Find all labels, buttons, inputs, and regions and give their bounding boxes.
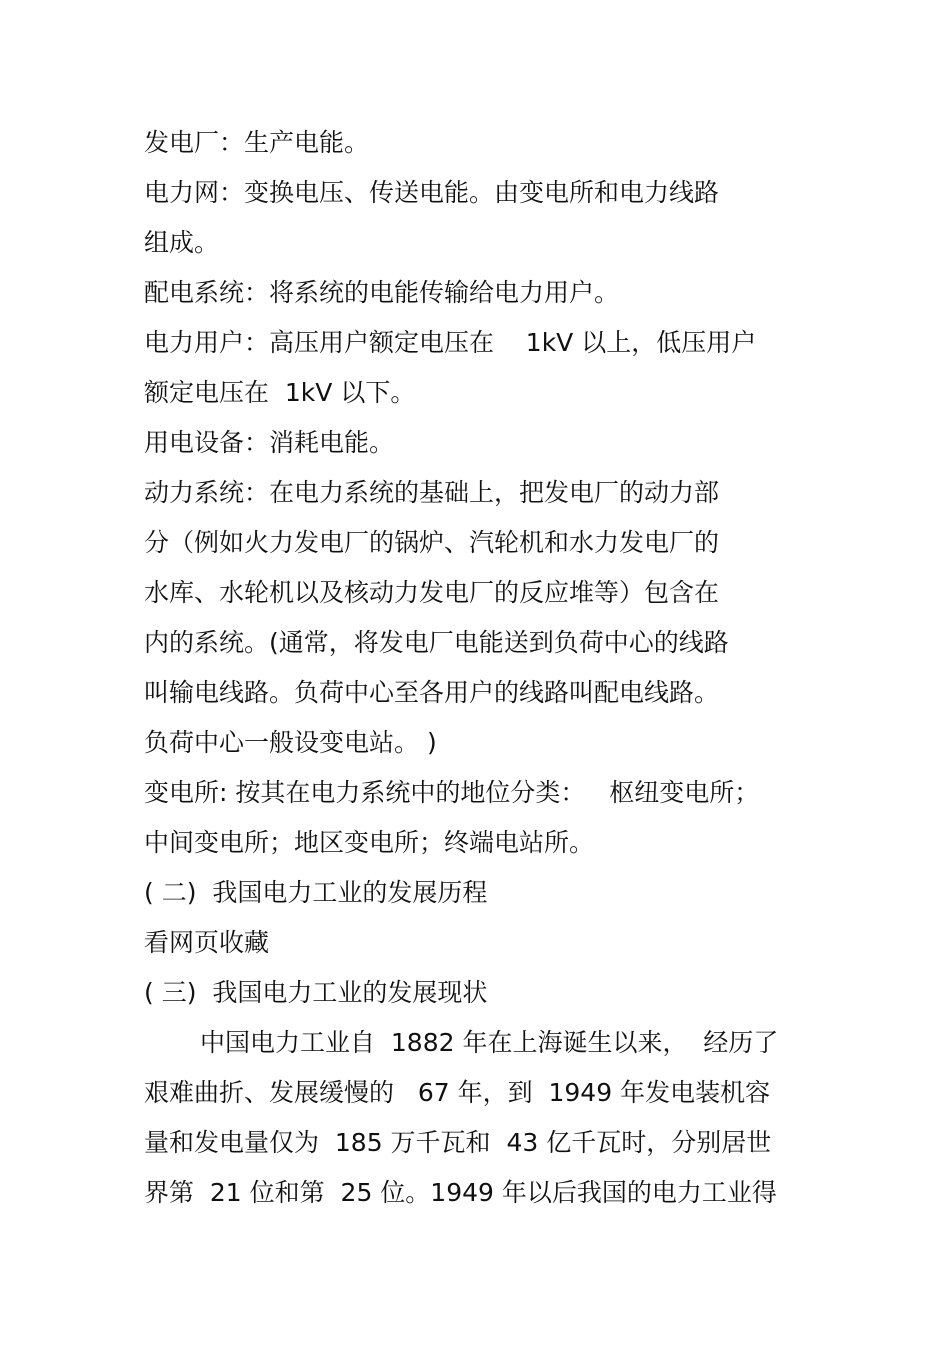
text-line-power-grid: 电力网：变换电压、传送电能。由变电所和电力线路 (144, 178, 720, 207)
text-line-power-users: 电力用户：高压用户额定电压在 1kV 以上，低压用户 (144, 328, 757, 357)
text-line-power-grid-cont: 组成。 (144, 228, 220, 257)
text-line-substation-cont: 中间变电所；地区变电所；终端电站所。 (144, 828, 595, 857)
text-line-distribution-system: 配电系统：将系统的电能传输给电力用户。 (144, 278, 620, 307)
section-heading-history: ( 二) 我国电力工业的发展历程 (144, 878, 488, 907)
text-line-see-bookmark: 看网页收藏 (144, 928, 270, 957)
text-line-power-plant: 发电厂：生产电能。 (144, 128, 370, 157)
paragraph-line-2: 艰难曲折、发展缓慢的 67 年，到 1949 年发电装机容 (144, 1078, 771, 1107)
text-line-electrical-equipment: 用电设备：消耗电能。 (144, 428, 395, 457)
text-line-dynamic-system-6: 负荷中心一般设变电站。 ) (144, 728, 437, 757)
text-line-dynamic-system-5: 叫输电线路。负荷中心至各用户的线路叫配电线路。 (144, 678, 720, 707)
paragraph-line-4: 界第 21 位和第 25 位。1949 年以后我国的电力工业得 (144, 1178, 777, 1207)
text-line-dynamic-system-3: 水库、水轮机以及核动力发电厂的反应堆等）包含在 (144, 578, 720, 607)
body-text (144, 118, 834, 1218)
paragraph-line-1: 中国电力工业自 1882 年在上海诞生以来， 经历了 (200, 1028, 779, 1057)
paragraph-line-3: 量和发电量仅为 185 万千瓦和 43 亿千瓦时，分别居世 (144, 1128, 772, 1157)
text-line-power-users-cont: 额定电压在 1kV 以下。 (144, 378, 416, 407)
section-heading-status: ( 三) 我国电力工业的发展现状 (144, 978, 488, 1007)
text-line-substation: 变电所: 按其在电力系统中的地位分类： 枢纽变电所； (144, 778, 760, 807)
text-line-dynamic-system: 动力系统：在电力系统的基础上，把发电厂的动力部 (144, 478, 720, 507)
text-line-dynamic-system-2: 分（例如火力发电厂的锅炉、汽轮机和水力发电厂的 (144, 528, 720, 557)
text-line-dynamic-system-4: 内的系统。(通常，将发电厂电能送到负荷中心的线路 (144, 628, 729, 657)
